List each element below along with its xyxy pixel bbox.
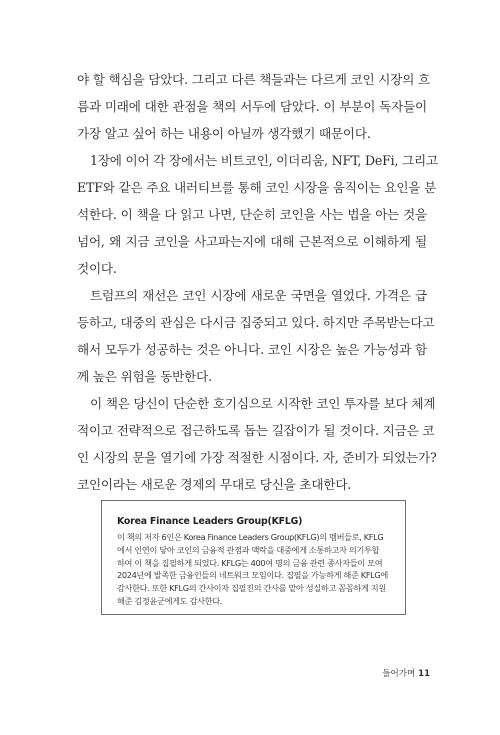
- paragraph-4: [77, 390, 437, 498]
- text-line: 해서 모두가 성공하는 것은 아니다. 코인 시장은 높은 가능성과 함: [77, 342, 427, 357]
- paragraph-2: [77, 147, 438, 282]
- info-box-title: Korea Finance Leaders Group(KFLG): [117, 516, 303, 527]
- kflg-info-box: [101, 500, 406, 615]
- text-line: 가장 알고 싶어 하는 내용이 아닐까 생각했기 때문이다.: [77, 126, 371, 141]
- info-box-line: 이 책의 저자 6인은 Korea Finance Leaders Group(KFLG)의 멤버들로, KFLG: [117, 532, 384, 542]
- text-line: 석한다. 이 책을 다 읽고 나면, 단순히 코인을 사는 법을 아는 것을: [77, 207, 427, 222]
- info-box-line: 하여 이 책을 집필하게 되었다. KFLG는 400여 명의 금융 관련 종사자들이 모여: [117, 557, 383, 568]
- section-name: 들어가며: [382, 669, 416, 679]
- text-line: 름과 미래에 대한 관점을 책의 서두에 담았다. 이 부분이 독자들이: [77, 99, 427, 114]
- text-line: 것이다.: [77, 261, 117, 276]
- body-text: [77, 66, 438, 498]
- text-line: 트럼프의 재선은 코인 시장에 새로운 국면을 열었다. 가격은 급: [90, 288, 427, 303]
- text-line: 1장에 이어 각 장에서는 비트코인, 이더리움, NFT, DeFi, 그리고: [90, 153, 438, 168]
- text-line: 야 할 핵심을 담았다. 그리고 다른 책들과는 다르게 코인 시장의 흐: [77, 72, 430, 87]
- page-number: 11: [418, 669, 430, 679]
- text-line: 께 높은 위험을 동반한다.: [77, 369, 212, 384]
- info-box-line: 해준 김정윤군에게도 감사한다.: [117, 595, 223, 606]
- text-line: 적이고 전략적으로 접근하도록 돕는 길잡이가 될 것이다. 지금은 코: [77, 423, 435, 438]
- text-line: 이 책은 당신이 단순한 호기심으로 시작한 코인 투자를 보다 체계: [90, 396, 436, 411]
- paragraph-1: [77, 66, 430, 147]
- paragraph-3: [77, 282, 435, 390]
- info-box-line: 감사한다. 또한 KFLG의 간사이자 집필진의 간사를 맡아 성실하고 꼼꼼하게 지원: [117, 583, 386, 594]
- info-box-line: 에서 인연이 닿아 코인의 금융적 관점과 맥락을 대중에게 소통하고자 의기투합: [117, 544, 380, 555]
- text-line: 넘어, 왜 지금 코인을 사고파는지에 대해 근본적으로 이해하게 될: [77, 234, 427, 249]
- text-line: 인 시장의 문을 열기에 가장 적절한 시점이다. 자, 준비가 되었는가?: [77, 450, 437, 465]
- info-box-line: 2024년에 발족한 금융인들의 네트워크 모임이다. 집필을 가능하게 해준 KFLG에: [117, 570, 388, 581]
- page-footer: [382, 667, 430, 679]
- text-line: 등하고, 대중의 관심은 다시금 집중되고 있다. 하지만 주목받는다고: [77, 315, 435, 330]
- text-line: ETF와 같은 주요 내러티브를 통해 코인 시장을 움직이는 요인을 분: [77, 180, 437, 195]
- text-line: 코인이라는 새로운 경제의 무대로 당신을 초대한다.: [77, 477, 352, 492]
